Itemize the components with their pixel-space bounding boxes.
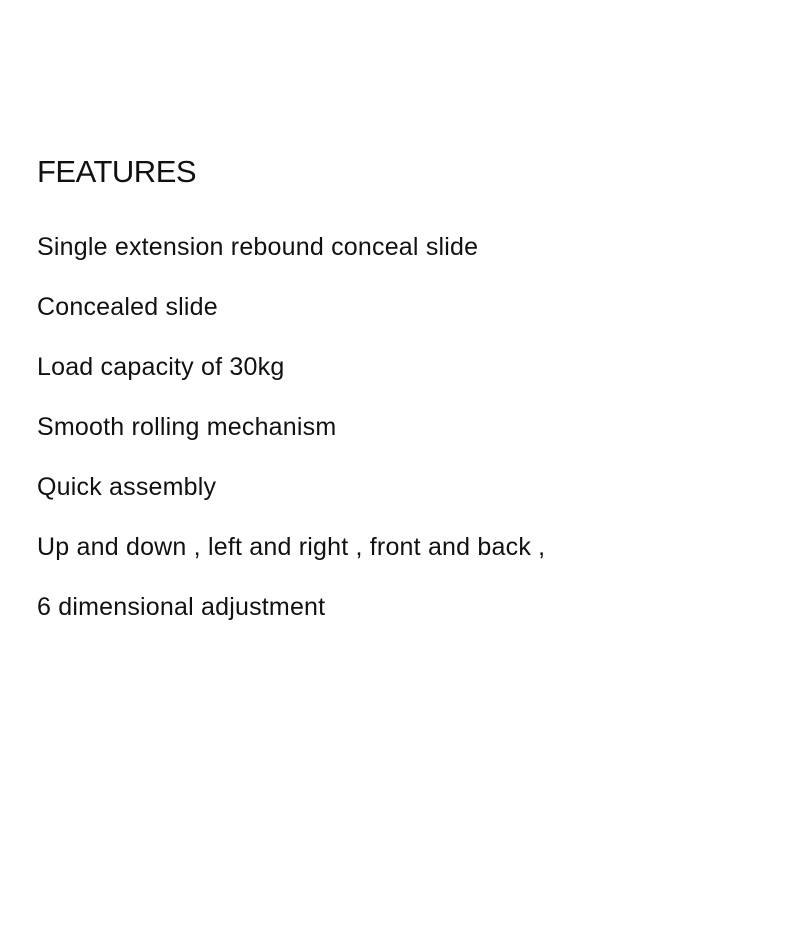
features-list	[37, 232, 757, 622]
feature-item: 6 dimensional adjustment	[37, 593, 326, 621]
features-section	[37, 152, 757, 652]
feature-item: Concealed slide	[37, 293, 218, 321]
feature-item: Single extension rebound conceal slide	[37, 233, 479, 261]
feature-item: Smooth rolling mechanism	[37, 413, 337, 441]
feature-item: Load capacity of 30kg	[37, 353, 285, 381]
feature-item: Up and down , left and right , front and back ,	[37, 533, 546, 561]
feature-item: Quick assembly	[37, 473, 217, 501]
features-heading: FEATURES	[37, 154, 197, 189]
